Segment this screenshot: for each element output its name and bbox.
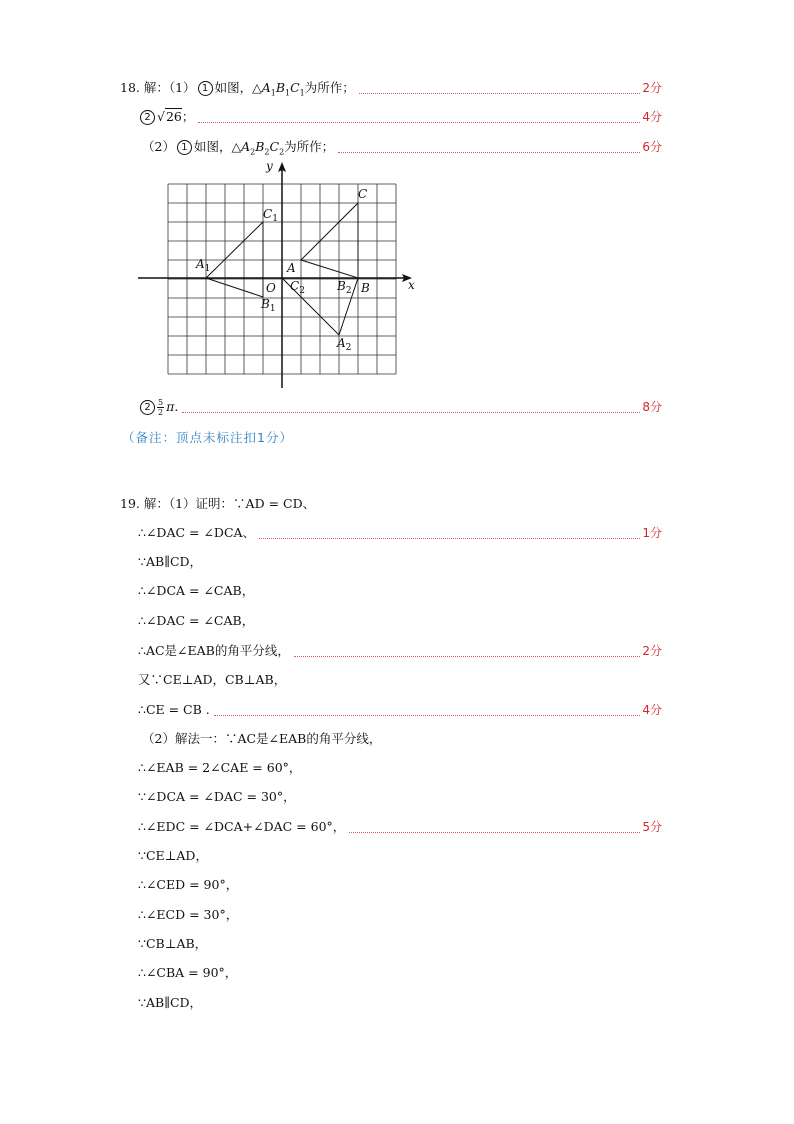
dotted-leader [294,644,641,657]
label-A1: $A_1$ [196,257,211,274]
circled-number: 1 [198,81,213,96]
label-B2: $B_2$ [337,279,352,296]
sub: 1 [285,88,291,98]
dotted-leader [349,820,640,833]
q19-line-15: ∴∠ECD = 30°， [138,907,239,922]
circled-number: 2 [140,400,155,415]
label-B1: $B_1$ [261,297,276,314]
triangle-a1b1c1 [206,222,263,297]
q18-note: （备注：顶点未标注扣1分） [122,430,293,445]
triangle-abc [301,203,358,278]
score-label: 5分 [642,820,662,834]
q19-line-1: 19. 解：（1）证明：∵AD = CD、 [120,496,316,511]
score-label: 6分 [642,140,662,154]
coordinate-grid-figure [130,156,430,396]
q18-part1-2-text [138,107,194,127]
q19-line-11: ∵∠DCA = ∠DAC = 30°， [138,789,296,804]
q19-line-16: ∵CB⊥AB， [138,936,208,951]
text: 为所作； [284,139,335,154]
sub: 1 [299,88,305,98]
text: ； [181,109,195,124]
dotted-leader [198,110,640,123]
sub: 2 [250,147,256,157]
label-A2: $A_2$ [337,336,352,353]
circled-number: 1 [177,140,192,155]
q18-part2-line [142,137,662,157]
dotted-leader [259,526,640,539]
q19-line-5: ∴∠DAC = ∠CAB， [138,613,255,628]
denominator: 2 [158,408,164,417]
q19-line-2-text: ∴∠DAC = ∠DCA、 [138,525,256,540]
q18-part1-text [120,78,355,104]
q19-line-12 [138,817,662,837]
numerator: 5 [158,398,164,407]
score-label: 2分 [642,81,662,95]
text: . [174,399,179,414]
text: 如图，△ [193,139,242,154]
sqrt-sign: √ [157,109,165,124]
var-C: C [269,139,280,154]
score-label: 1分 [642,526,662,540]
var-B: B [275,80,285,95]
label-C: C [358,187,368,201]
score-label: 4分 [642,110,662,124]
q19-line-18: ∵AB∥CD， [138,995,203,1010]
label-A: A [287,261,296,275]
q19-line-12-text: ∴∠EDC = ∠DCA+∠DAC = 60°， [138,819,346,834]
y-axis [278,162,286,388]
label-y-axis: y [266,159,273,173]
label-origin: O [266,281,276,295]
pi-symbol: π [166,399,175,414]
text: 如图，△ [214,80,262,95]
q19-line-13: ∵CE⊥AD， [138,848,208,863]
sub: 1 [270,88,276,98]
label-C2: $C_2$ [290,279,305,296]
q19-line-9: （2）解法一：∵AC是∠EAB的角平分线， [142,731,382,746]
label-C1: $C_1$ [263,207,278,224]
dotted-leader [182,400,640,413]
score-label: 8分 [642,400,662,414]
dotted-leader [214,703,641,716]
q18-part2-2-text [138,397,178,417]
var-A: A [241,139,251,154]
var-B: B [255,139,265,154]
label-B: B [361,281,370,295]
sqrt-value: 26 [165,109,182,124]
q18-part1-2-line [138,107,662,127]
q19-line-7: 又∵CE⊥AD，CB⊥AB， [138,672,287,687]
fraction [157,398,164,417]
q19-line-10: ∴∠EAB = 2∠CAE = 60°， [138,760,302,775]
text: （2） [142,139,175,154]
sub: 2 [264,147,270,157]
q18-part2-2-line [138,397,662,417]
score-label: 2分 [642,644,662,658]
var-C: C [290,80,300,95]
q18-heading: 18. 解：（1） [120,80,196,95]
sub: 2 [279,147,285,157]
q19-line-3: ∵AB∥CD， [138,554,203,569]
var-A: A [261,80,271,95]
q19-line-6 [138,641,662,661]
q19-line-6-text: ∴AC是∠EAB的角平分线， [138,643,290,658]
score-label: 4分 [642,703,662,717]
q19-line-2 [138,523,662,543]
q19-line-17: ∴∠CBA = 90°， [138,965,238,980]
q19-line-4: ∴∠DCA = ∠CAB， [138,583,255,598]
q19-line-14: ∴∠CED = 90°， [138,877,239,892]
text: 为所作； [304,80,355,95]
q19-line-8 [138,700,662,720]
dotted-leader [359,81,641,94]
dotted-leader [338,140,640,153]
circled-number: 2 [140,110,155,125]
q18-part1-line [120,78,662,98]
label-x-axis: x [408,278,415,292]
q19-line-8-text: ∴CE = CB . [138,702,210,717]
